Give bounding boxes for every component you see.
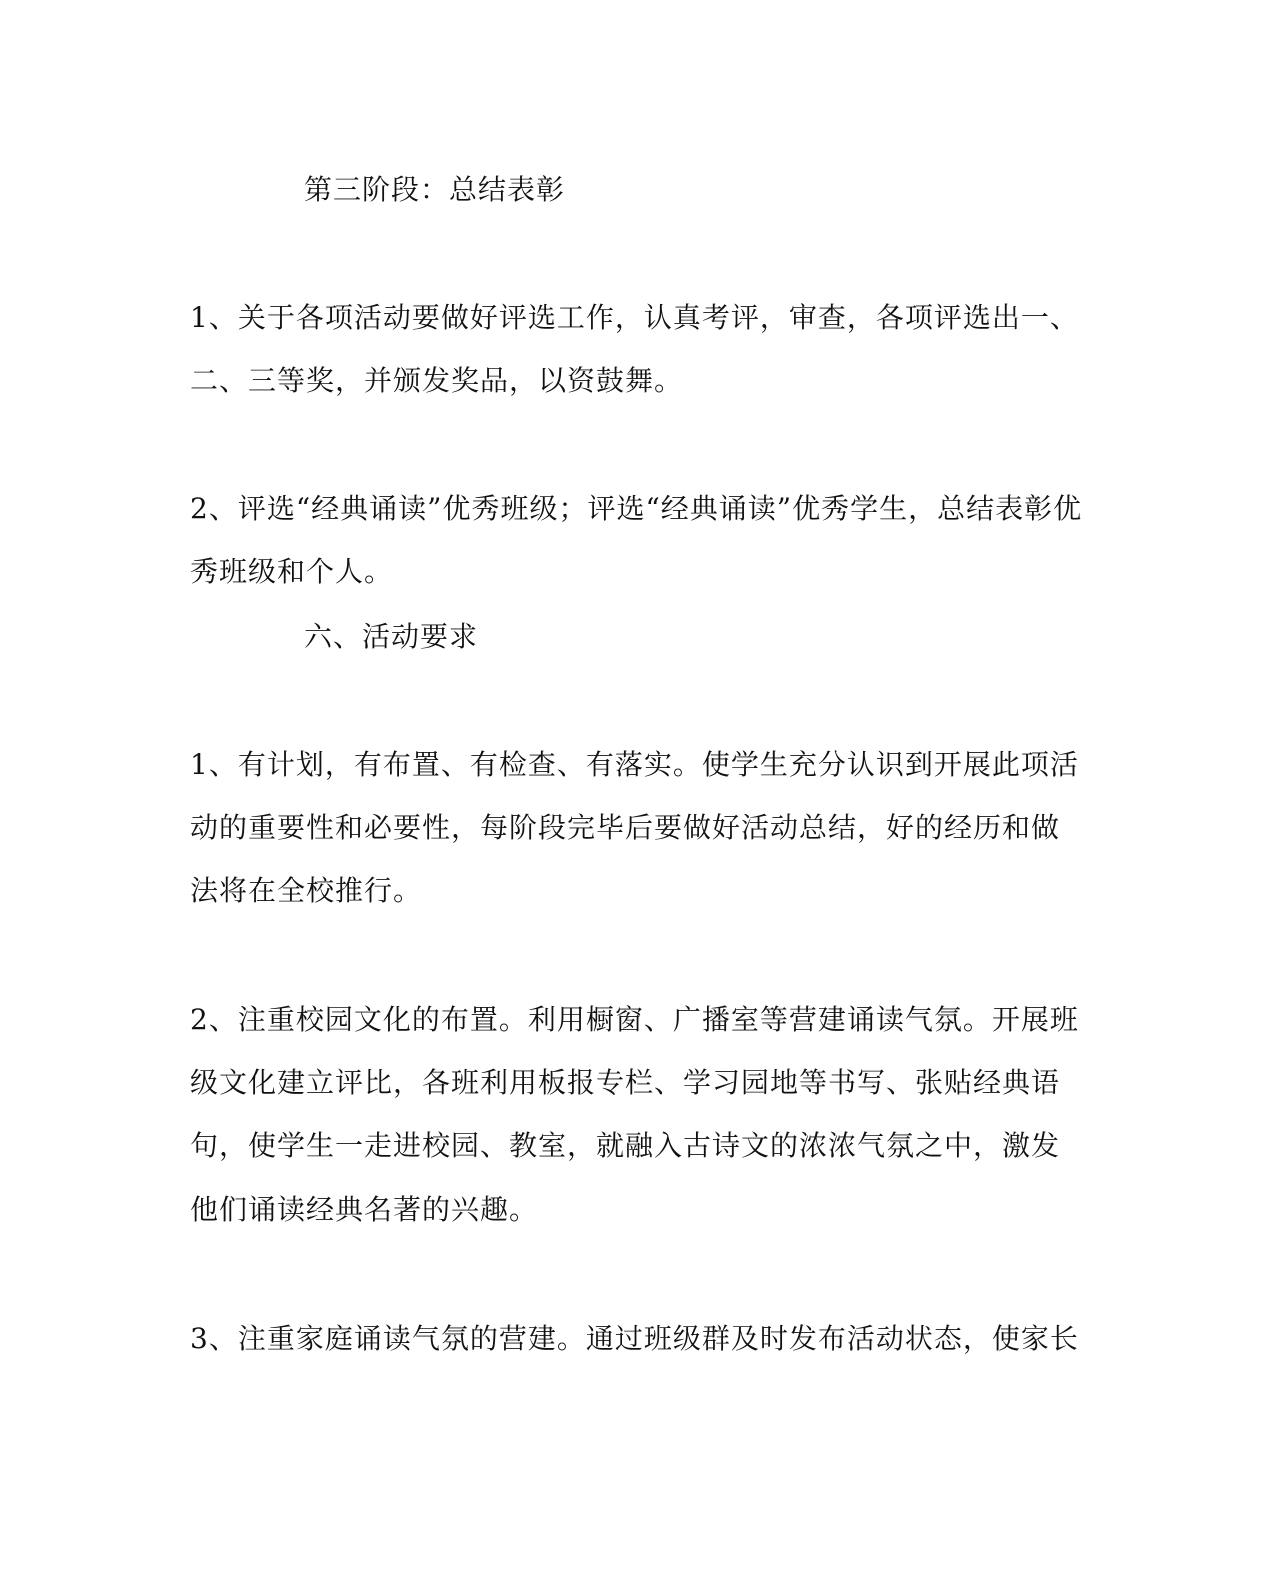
req2-line2: 级文化建立评比，各班利用板报专栏、学习园地等书写、张贴经典语 [190,1066,1061,1099]
req2-line4: 他们诵读经典名著的兴趣。 [190,1193,539,1226]
req2-line1: 2、注重校园文化的布置。利用橱窗、广播室等营建诵读气氛。开展班 [190,1003,1079,1036]
item2-line1: 2、评选“经典诵读”优秀班级；评选“经典诵读”优秀学生，总结表彰优 [190,492,1083,525]
requirements-heading: 六、活动要求 [304,620,479,653]
req1-line1: 1、有计划，有布置、有检查、有落实。使学生充分认识到开展此项活 [190,748,1079,781]
item1-line1: 1、关于各项活动要做好评选工作，认真考评，审查，各项评选出一、 [190,301,1079,334]
item1-line2: 二、三等奖，并颁发奖品，以资鼓舞。 [190,364,684,397]
req2-line3: 句，使学生一走进校园、教室，就融入古诗文的浓浓气氛之中，激发 [190,1129,1061,1162]
req1-line3: 法将在全校推行。 [190,874,423,907]
stage3-heading: 第三阶段：总结表彰 [304,173,566,206]
req1-line2: 动的重要性和必要性，每阶段完毕后要做好活动总结，好的经历和做 [190,811,1061,844]
item2-line2: 秀班级和个人。 [190,555,394,588]
req3-line1: 3、注重家庭诵读气氛的营建。通过班级群及时发布活动状态，使家长 [190,1322,1079,1355]
